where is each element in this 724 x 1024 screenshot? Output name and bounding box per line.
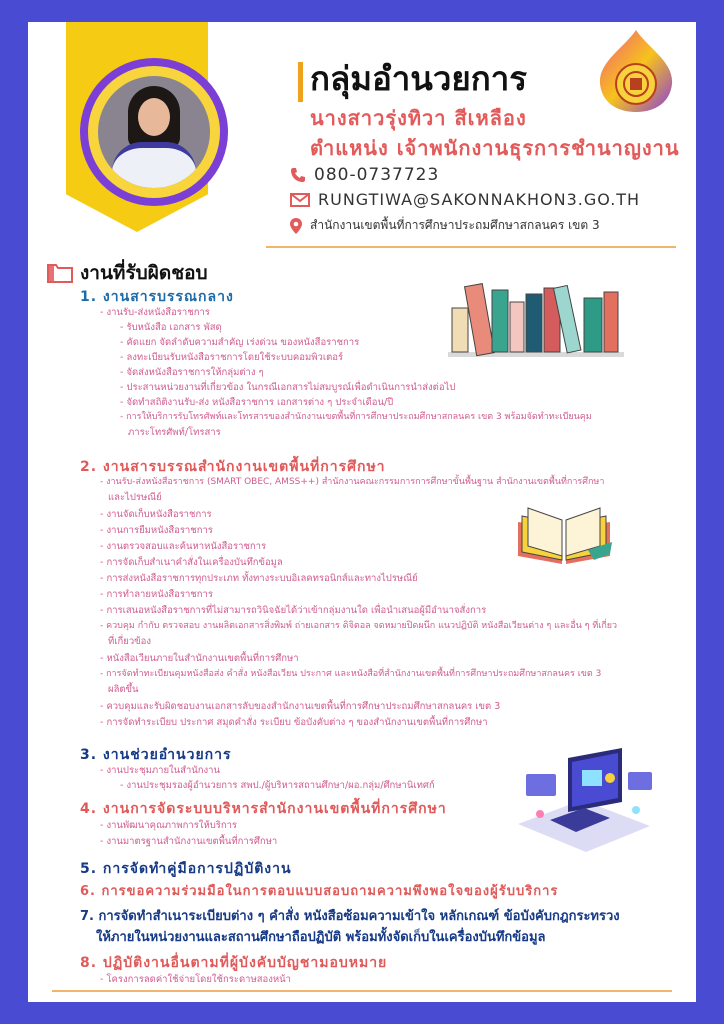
duties-heading — [46, 258, 208, 288]
list-item: - งานการยืมหนังสือราชการ — [100, 525, 213, 536]
person-name: นางสาวรุ่งทิวา สีเหลือง — [310, 106, 527, 130]
folder-icon — [46, 262, 74, 284]
section-6-title: 6. การขอความร่วมมือในการตอบแบบสอบถามความพึงพอใจของผู้รับบริการ — [80, 884, 559, 899]
list-item: - จัดทำสถิติงานรับ-ส่ง หนังสือราชการ เอกสารต่าง ๆ ประจำเดือน/ปี — [120, 397, 394, 408]
list-item: และไปรษณีย์ — [108, 492, 162, 503]
email-address: RUNGTIWA@SAKONNAKHON3.GO.TH — [318, 190, 641, 209]
list-item: - งานพัฒนาคุณภาพการให้บริการ — [100, 820, 238, 831]
section-1-sub: - งานรับ-ส่งหนังสือราชการ — [100, 307, 210, 318]
section-7-line-2: ให้ภายในหน่วยงานและสถานศึกษาถือปฏิบัติ พร้อมทั้งจัดเก็บในเครื่องบันทึกข้อมูล — [96, 930, 546, 945]
location-icon — [290, 218, 302, 234]
list-item: - การเสนอหนังสือราชการที่ไม่สามารถวินิจฉัยได้ว่าเข้ากลุ่มงานใด เพื่อนำเสนอผู้มีอำนาจสั่งการ — [100, 605, 487, 616]
list-item: - งานประชุมรองผู้อำนวยการ สพป./ผู้บริหารสถานศึกษา/ผอ.กลุ่ม/ศึกษานิเทศก์ — [120, 780, 435, 791]
section-4-title: 4. งานการจัดระบบบริหารสำนักงานเขตพื้นที่การศึกษา — [80, 801, 447, 817]
duties-heading-text: งานที่รับผิดชอบ — [80, 262, 208, 284]
header-divider — [266, 246, 676, 248]
page-title: กลุ่มอำนวยการ — [310, 59, 527, 98]
list-item: - คัดแยก จัดลำดับความสำคัญ เร่งด่วน ของหนังสือราชการ — [120, 337, 360, 348]
list-item: - ประสานหน่วยงานที่เกี่ยวข้อง ในกรณีเอกสารไม่สมบูรณ์เพื่อดำเนินการนำส่งต่อไป — [120, 382, 456, 393]
list-item: - จัดส่งหนังสือราชการให้กลุ่มต่าง ๆ — [120, 367, 264, 378]
list-item: ผลิตขึ้น — [108, 684, 139, 695]
footer-divider — [52, 990, 672, 992]
open-book-illustration — [514, 504, 614, 568]
office-address: สำนักงานเขตพื้นที่การศึกษาประถมศึกษาสกลนคร เขต 3 — [310, 218, 600, 232]
email-row — [290, 190, 640, 209]
section-3-sub: - งานประชุมภายในสำนักงาน — [100, 765, 221, 776]
phone-icon — [290, 167, 306, 183]
section-8-title: 8. ปฏิบัติงานอื่นตามที่ผู้บังคับบัญชามอบหมาย — [80, 955, 388, 971]
list-item: - งานจัดเก็บหนังสือราชการ — [100, 509, 212, 520]
list-item: - ควบคุมและรับผิดชอบงานเอกสารลับของสำนักงานเขตพื้นที่การศึกษาประถมศึกษาสกลนคร เขต 3 — [100, 701, 501, 712]
section-3-title: 3. งานช่วยอำนวยการ — [80, 747, 232, 763]
list-item: - การส่งหนังสือราชการทุกประเภท ทั้งทางระบบอิเลคทรอนิกส์และทางไปรษณีย์ — [100, 573, 418, 584]
list-item: - งานมาตรฐานสำนักงานเขตพื้นที่การศึกษา — [100, 836, 278, 847]
mail-icon — [290, 193, 310, 207]
list-item: - การจัดทำระเบียบ ประกาศ สมุดคำสั่ง ระเบียบ ข้อบังคับต่าง ๆ ของสำนักงานเขตพื้นที่การศึกษา — [100, 717, 488, 728]
list-item: ที่เกี่ยวข้อง — [108, 636, 152, 647]
section-5-title: 5. การจัดทำคู่มือการปฏิบัติงาน — [80, 861, 292, 877]
books-illustration — [446, 268, 626, 358]
phone-row — [290, 165, 439, 185]
list-item: - ควบคุม กำกับ ตรวจสอบ งานผลิตเอกสารสิ่งพิมพ์ ถ่ายเอกสาร ดิจิตอล จดหมายปิดผนึก แนวปฏิบัติ หนังสือเวียนต่าง ๆ และอื่น ๆ ที่เกี่ยว — [100, 621, 618, 631]
section-7-text — [80, 906, 690, 948]
profile-card — [28, 22, 696, 1002]
list-item: ภาระโทรศัพท์/โทรสาร — [128, 427, 221, 438]
phone-number: 080-0737723 — [314, 165, 440, 185]
list-item: - การจัดเก็บสำเนาคำสั่งในเครื่องบันทึกข้อมูล — [100, 557, 283, 568]
address-row — [290, 216, 600, 235]
list-item: - รับหนังสือ เอกสาร พัสดุ — [120, 322, 222, 333]
title-accent — [298, 62, 303, 102]
list-item: - การให้บริการรับโทรศัพท์และโทรสารของสำนักงานเขตพื้นที่การศึกษาประถมศึกษาสกลนคร เขต 3 พร้อมจัดทำทะเบียนคุม — [120, 412, 592, 422]
list-item: - งานรับ-ส่งหนังสือราชการ (SMART OBEC, AMSS++) สำนักงานคณะกรรมการการศึกษาขั้นพื้นฐาน สำนักงานเขตพื้นที่การศึกษา — [100, 477, 605, 487]
person-position: ตำแหน่ง เจ้าพนักงานธุรการชำนาญงาน — [310, 136, 680, 160]
list-item: - ลงทะเบียนรับหนังสือราชการโดยใช้ระบบคอมพิวเตอร์ — [120, 352, 344, 363]
list-item: - การจัดทำทะเบียนคุมหนังสือส่ง คำสั่ง หนังสือเวียน ประกาศ และหนังสือที่สำนักงานเขตพื้นที่การศึกษาประถมศึกษาสกลนคร เขต 3 — [100, 669, 602, 679]
profile-photo — [98, 76, 210, 188]
section-7-line-1: 7. การจัดทำสำเนาระเบียบต่าง ๆ คำสั่ง หนังสือซ้อมความเข้าใจ หลักเกณฑ์ ข้อบังคับกฎกระทรวง — [80, 909, 620, 924]
section-2-title: 2. งานสารบรรณสำนักงานเขตพื้นที่การศึกษา — [80, 459, 386, 475]
school-emblem — [596, 28, 676, 114]
list-item: - การทำลายหนังสือราชการ — [100, 589, 213, 600]
section-1-title: 1. งานสารบรรณกลาง — [80, 289, 234, 305]
list-item: - โครงการลดค่าใช้จ่ายโดยใช้กระดาษสองหน้า — [100, 974, 291, 985]
computer-illustration — [510, 744, 660, 862]
list-item: - หนังสือเวียนภายในสำนักงานเขตพื้นที่การศึกษา — [100, 653, 299, 664]
list-item: - งานตรวจสอบและค้นหาหนังสือราชการ — [100, 541, 267, 552]
